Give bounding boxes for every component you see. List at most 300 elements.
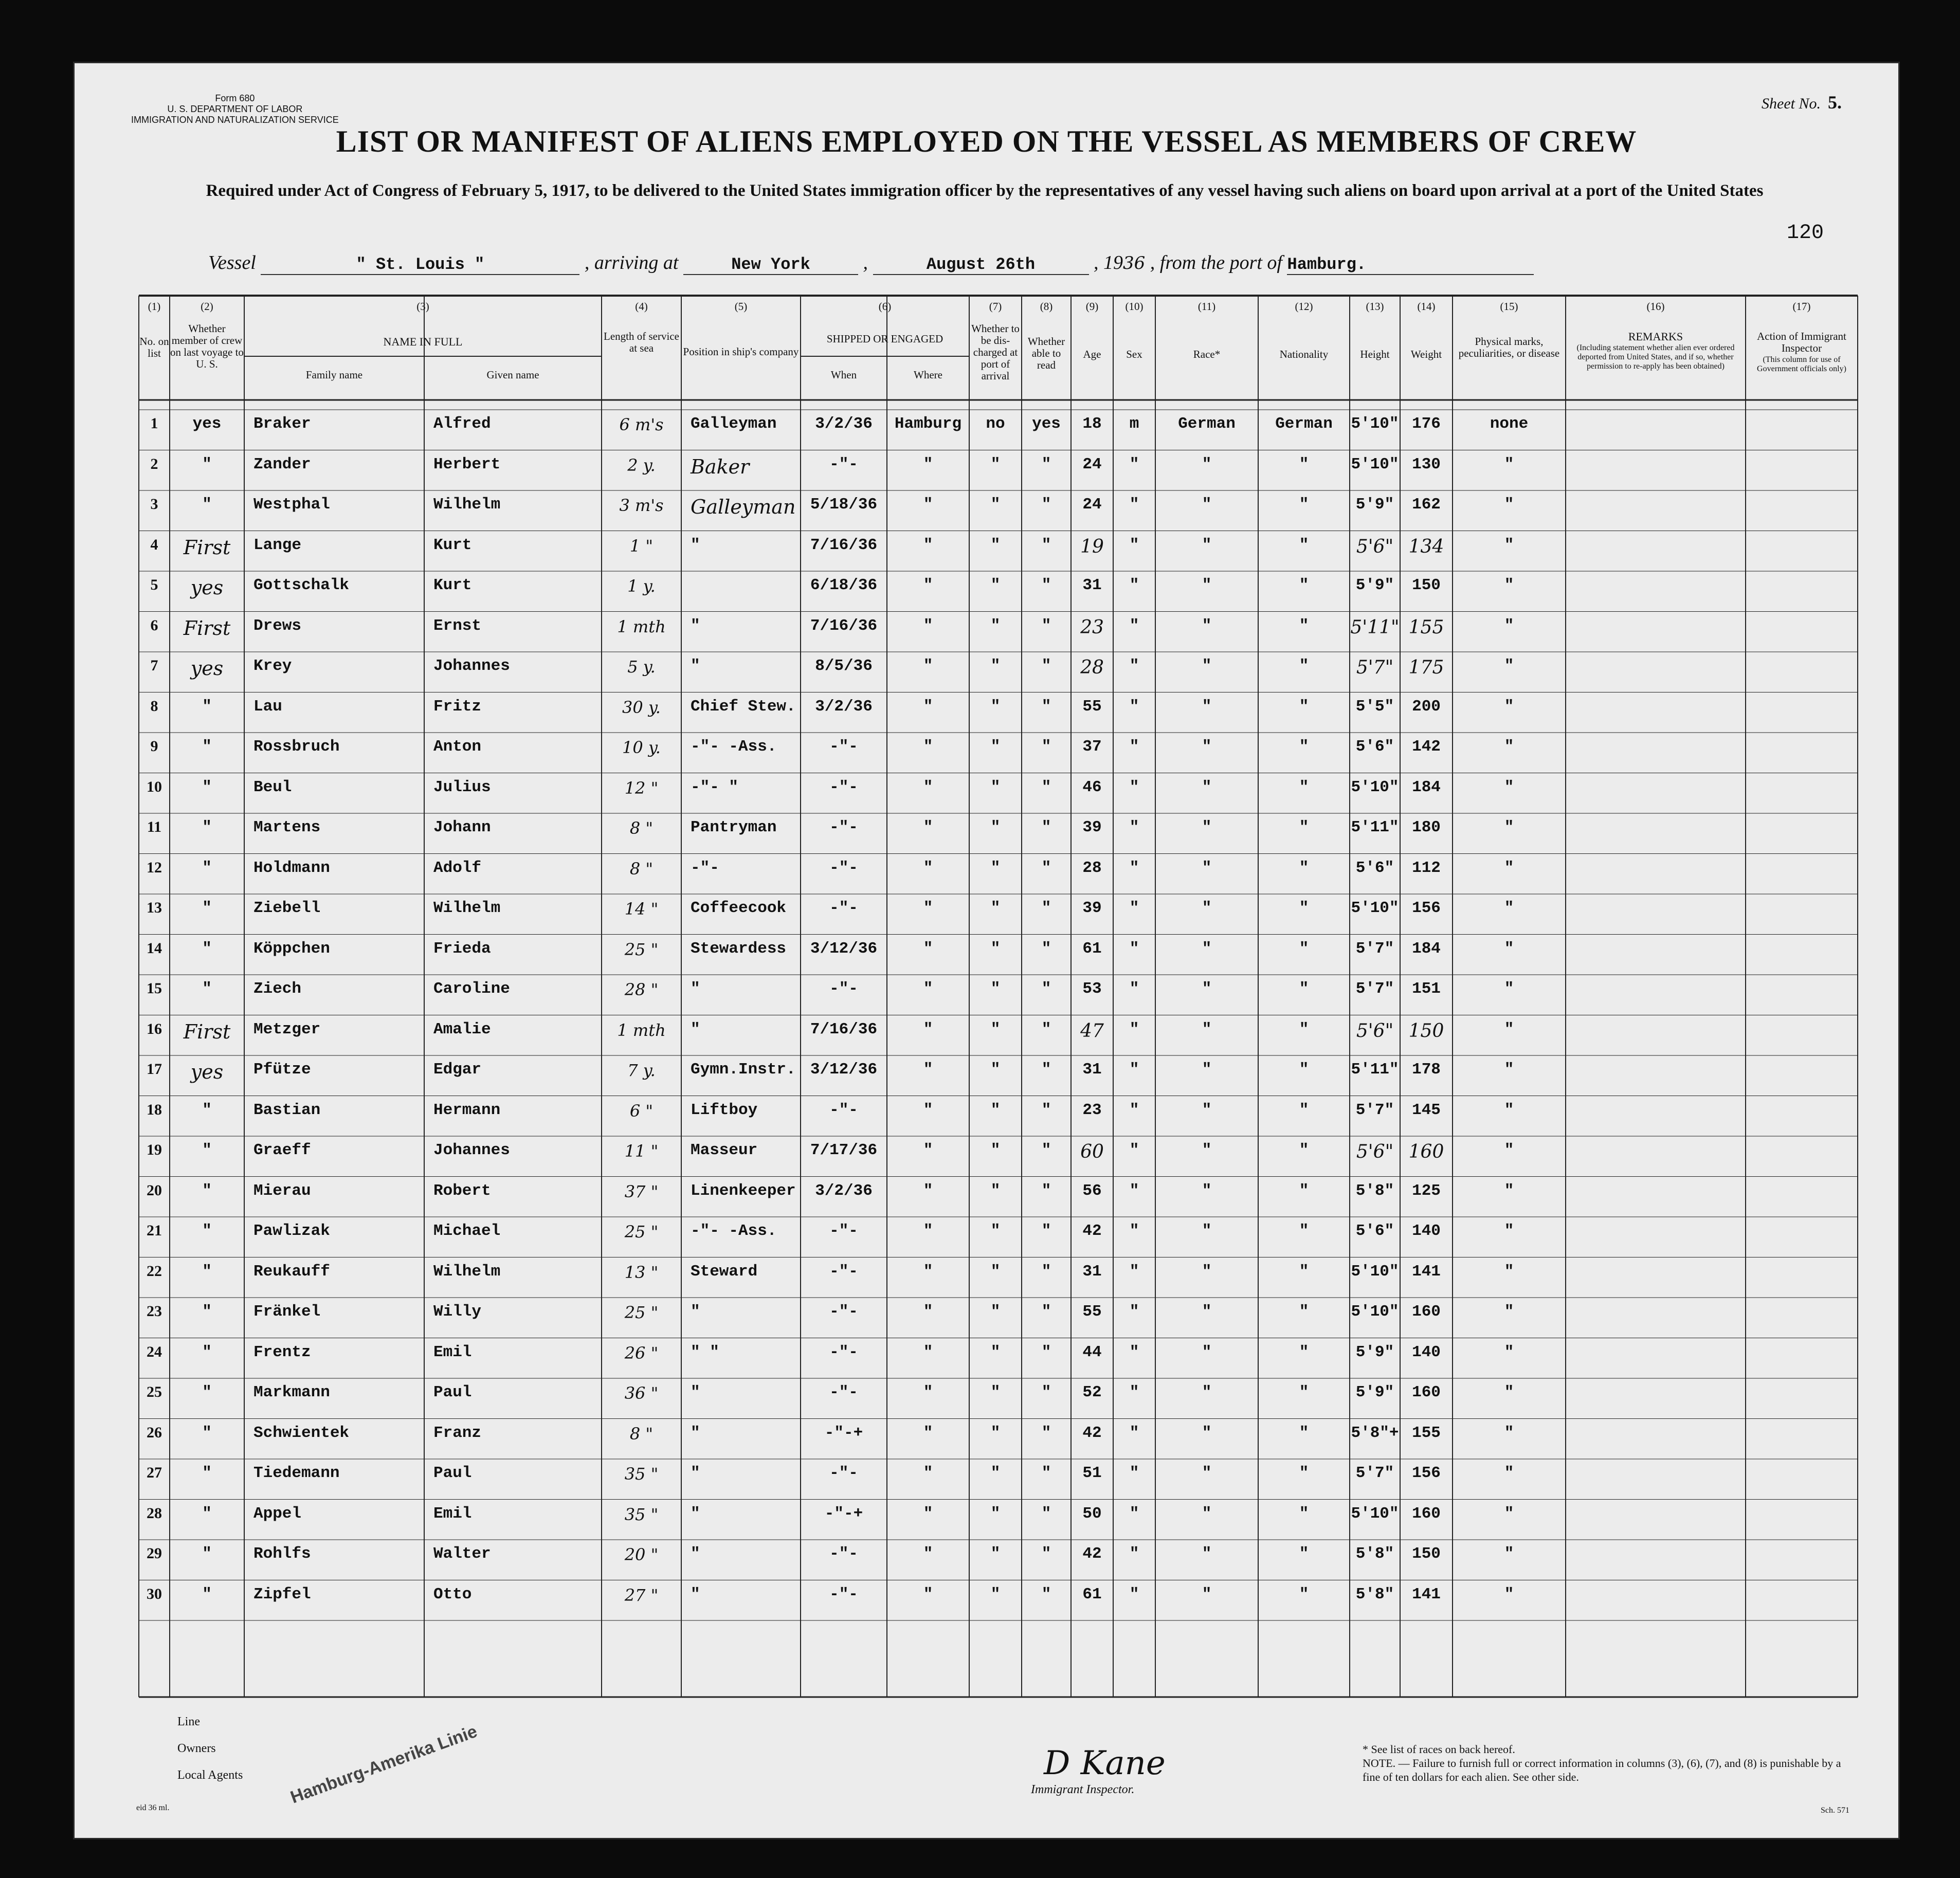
- header-when: When: [830, 369, 857, 381]
- cell-given: Caroline: [433, 980, 510, 998]
- inspector-signature: D Kane: [1044, 1744, 1166, 1782]
- cell-weight: 155: [1412, 1424, 1441, 1442]
- cell-member: ": [202, 778, 212, 796]
- column-number: (6): [878, 300, 892, 313]
- cell-when: -"-: [829, 1303, 858, 1321]
- cell-member: ": [202, 1424, 212, 1442]
- column-number: (13): [1366, 300, 1384, 313]
- cell-nat: ": [1299, 536, 1309, 554]
- cell-race: ": [1202, 1303, 1212, 1321]
- cell-given: Amalie: [433, 1020, 491, 1038]
- cell-given: Wilhelm: [433, 496, 501, 514]
- cell-no: 9: [150, 738, 158, 755]
- cell-where: ": [923, 1101, 933, 1119]
- cell-age: 44: [1082, 1343, 1102, 1361]
- cell-family: Reukauff: [253, 1262, 330, 1281]
- cell-family: Lange: [253, 536, 302, 554]
- cell-nat: ": [1299, 496, 1309, 514]
- cell-when: -"-: [829, 455, 858, 473]
- cell-length: 20 ": [624, 1545, 659, 1564]
- cell-phys: ": [1504, 616, 1514, 635]
- header-position: Position in ship's company: [683, 345, 799, 358]
- cell-length: 35 ": [624, 1504, 659, 1524]
- cell-disch: ": [990, 1181, 1001, 1200]
- cell-position: ": [691, 980, 700, 998]
- cell-no: 16: [147, 1020, 162, 1037]
- cell-read: ": [1041, 657, 1051, 675]
- cell-sex: ": [1129, 939, 1139, 958]
- cell-given: Edgar: [433, 1061, 482, 1079]
- column-number: (12): [1295, 300, 1313, 313]
- cell-phys: ": [1504, 1464, 1514, 1482]
- cell-race: ": [1202, 818, 1212, 836]
- cell-where: ": [923, 576, 933, 594]
- cell-where: ": [923, 1303, 933, 1321]
- cell-disch: ": [990, 1020, 1001, 1038]
- cell-member: ": [202, 1464, 212, 1482]
- column-number: (14): [1417, 300, 1436, 313]
- cell-where: ": [923, 1343, 933, 1361]
- column-number: (3): [416, 300, 429, 313]
- cell-nat: ": [1299, 859, 1309, 877]
- cell-no: 11: [147, 818, 162, 835]
- cell-no: 19: [147, 1141, 162, 1158]
- cell-height: 5'9": [1355, 1383, 1394, 1401]
- cell-where: ": [923, 536, 933, 554]
- cell-sex: ": [1129, 455, 1139, 473]
- cell-age: 55: [1082, 697, 1102, 716]
- cell-phys: ": [1504, 1383, 1514, 1401]
- header-age: Age: [1083, 348, 1101, 360]
- cell-read: ": [1041, 859, 1051, 877]
- header-height: Height: [1360, 348, 1390, 360]
- cell-race: ": [1202, 1141, 1212, 1159]
- cell-member: yes: [190, 576, 224, 599]
- cell-age: 51: [1082, 1464, 1102, 1482]
- cell-when: 7/16/36: [810, 1020, 878, 1038]
- cell-nat: ": [1299, 1181, 1309, 1200]
- cell-where: ": [923, 1020, 933, 1038]
- cell-position: Liftboy: [691, 1101, 758, 1119]
- cell-age: 23: [1082, 1101, 1102, 1119]
- cell-race: ": [1202, 899, 1212, 917]
- cell-given: Anton: [433, 738, 482, 756]
- cell-no: 29: [147, 1545, 162, 1562]
- cell-weight: 200: [1412, 697, 1441, 716]
- cell-weight: 134: [1408, 536, 1444, 557]
- cell-read: ": [1041, 1545, 1051, 1563]
- cell-disch: ": [990, 1061, 1001, 1079]
- cell-no: 10: [147, 778, 162, 795]
- cell-no: 27: [147, 1464, 162, 1481]
- cell-nat: ": [1299, 980, 1309, 998]
- cell-member: ": [202, 1303, 212, 1321]
- cell-when: 3/2/36: [815, 1181, 873, 1200]
- cell-position: ": [691, 657, 700, 675]
- cell-given: Alfred: [433, 415, 491, 433]
- cell-where: ": [923, 1222, 933, 1240]
- column-number: (2): [201, 300, 213, 313]
- cell-nat: ": [1299, 778, 1309, 796]
- cell-height: 5'9": [1355, 576, 1394, 594]
- cell-position: ": [691, 1545, 700, 1563]
- cell-where: ": [923, 1262, 933, 1281]
- cell-when: -"-: [829, 778, 858, 796]
- column-number: (5): [734, 300, 748, 313]
- cell-disch: ": [990, 738, 1001, 756]
- cell-sex: ": [1129, 1262, 1139, 1281]
- header-able-read: Whether able to read: [1027, 335, 1065, 371]
- cell-position: Masseur: [691, 1141, 758, 1159]
- cell-sex: ": [1129, 1101, 1139, 1119]
- cell-race: ": [1202, 1545, 1212, 1563]
- arriving-label: , arriving at: [584, 252, 679, 274]
- cell-phys: ": [1504, 1424, 1514, 1442]
- cell-read: ": [1041, 899, 1051, 917]
- cell-family: Zipfel: [253, 1585, 311, 1603]
- header-given-name: Given name: [486, 369, 539, 381]
- cell-sex: ": [1129, 818, 1139, 836]
- cell-family: Lau: [253, 697, 282, 716]
- cell-race: ": [1202, 576, 1212, 594]
- cell-length: 14 ": [624, 899, 659, 919]
- cell-read: ": [1041, 1464, 1051, 1482]
- cell-length: 5 y.: [627, 657, 656, 677]
- cell-height: 5'6": [1355, 859, 1394, 877]
- cell-phys: ": [1504, 980, 1514, 998]
- cell-height: 5'10": [1351, 415, 1399, 433]
- cell-given: Paul: [433, 1464, 472, 1482]
- cell-read: ": [1041, 1585, 1051, 1603]
- cell-read: ": [1041, 1504, 1051, 1523]
- cell-family: Holdmann: [253, 859, 330, 877]
- cell-position: Baker: [691, 455, 750, 478]
- cell-weight: 160: [1412, 1303, 1441, 1321]
- cell-read: ": [1041, 1424, 1051, 1442]
- cell-where: ": [923, 1383, 933, 1401]
- cell-when: -"-: [829, 1262, 858, 1281]
- cell-given: Julius: [433, 778, 491, 796]
- cell-age: 24: [1082, 455, 1102, 473]
- cell-where: ": [923, 496, 933, 514]
- cell-phys: ": [1504, 1181, 1514, 1200]
- cell-member: ": [202, 818, 212, 836]
- cell-length: 25 ": [624, 1222, 659, 1242]
- cell-sex: ": [1129, 496, 1139, 514]
- cell-age: 28: [1080, 657, 1104, 678]
- cell-read: ": [1041, 1343, 1051, 1361]
- cell-read: ": [1041, 778, 1051, 796]
- cell-age: 31: [1082, 1262, 1102, 1281]
- cell-height: 5'7": [1355, 980, 1394, 998]
- footer-notes: [1363, 1742, 1856, 1784]
- cell-nat: ": [1299, 657, 1309, 675]
- departure-port: Hamburg.: [1287, 255, 1534, 275]
- cell-phys: ": [1504, 657, 1514, 675]
- cell-height: 5'7": [1355, 1101, 1394, 1119]
- cell-weight: 160: [1408, 1141, 1444, 1162]
- cell-where: ": [923, 1504, 933, 1523]
- column-number: (8): [1040, 300, 1053, 313]
- line-label: Line: [177, 1715, 200, 1728]
- cell-disch: ": [990, 697, 1001, 716]
- cell-nat: ": [1299, 1504, 1309, 1523]
- cell-nat: German: [1275, 415, 1333, 433]
- cell-sex: ": [1129, 1585, 1139, 1603]
- cell-when: -"-: [829, 1545, 858, 1563]
- header-no-on-list: No. on list: [139, 335, 169, 359]
- cell-height: 5'7": [1355, 1464, 1394, 1482]
- cell-weight: 125: [1412, 1181, 1441, 1200]
- cell-given: Franz: [433, 1424, 482, 1442]
- cell-sex: ": [1129, 1424, 1139, 1442]
- cell-when: 7/17/36: [810, 1141, 878, 1159]
- cell-family: Ziech: [253, 980, 302, 998]
- cell-length: 2 y.: [627, 455, 656, 475]
- cell-when: -"-: [829, 899, 858, 917]
- cell-read: ": [1041, 939, 1051, 958]
- cell-position: Linenkeeper: [691, 1181, 796, 1200]
- cell-no: 22: [147, 1262, 162, 1280]
- cell-length: 27 ": [624, 1585, 659, 1605]
- cell-family: Westphal: [253, 496, 330, 514]
- cell-position: Stewardess: [691, 939, 787, 958]
- cell-disch: ": [990, 657, 1001, 675]
- year-suffix: 36: [1123, 253, 1146, 274]
- cell-given: Wilhelm: [433, 899, 501, 917]
- header-crew-member: Whether member of crew on last voyage to U. S.: [170, 322, 244, 370]
- cell-read: ": [1041, 1101, 1051, 1119]
- cell-read: ": [1041, 455, 1051, 473]
- cell-phys: ": [1504, 1222, 1514, 1240]
- cell-nat: ": [1299, 1383, 1309, 1401]
- cell-disch: ": [990, 899, 1001, 917]
- vessel-line: Vessel " St. Louis " , arriving at New York , August 26th , 1936 , from the port of Hamburg.: [208, 251, 1534, 275]
- cell-weight: 156: [1412, 899, 1441, 917]
- cell-sex: ": [1129, 980, 1139, 998]
- cell-disch: ": [990, 1343, 1001, 1361]
- cell-height: 5'10": [1351, 1262, 1399, 1281]
- year-prefix: , 19: [1094, 252, 1123, 274]
- service-name: IMMIGRATION AND NATURALIZATION SERVICE: [131, 115, 339, 125]
- cell-given: Emil: [433, 1504, 472, 1523]
- cell-position: ": [691, 616, 700, 635]
- cell-race: German: [1178, 415, 1236, 433]
- cell-race: ": [1202, 1181, 1212, 1200]
- cell-sex: m: [1129, 415, 1139, 433]
- cell-nat: ": [1299, 1303, 1309, 1321]
- cell-when: -"-: [829, 859, 858, 877]
- cell-length: 6 ": [629, 1101, 654, 1121]
- cell-no: 7: [150, 657, 158, 674]
- cell-where: ": [923, 859, 933, 877]
- cell-phys: ": [1504, 859, 1514, 877]
- cell-member: ": [202, 899, 212, 917]
- cell-member: ": [202, 1585, 212, 1603]
- cell-no: 12: [147, 859, 162, 876]
- cell-race: ": [1202, 1424, 1212, 1442]
- cell-race: ": [1202, 1061, 1212, 1079]
- cell-no: 5: [150, 576, 158, 593]
- cell-phys: ": [1504, 1101, 1514, 1119]
- cell-weight: 160: [1412, 1383, 1441, 1401]
- cell-member: yes: [192, 415, 222, 433]
- vessel-label: Vessel: [208, 252, 256, 274]
- cell-height: 5'6": [1356, 536, 1394, 557]
- cell-given: Emil: [433, 1343, 472, 1361]
- cell-disch: ": [990, 536, 1001, 554]
- cell-disch: ": [990, 1303, 1001, 1321]
- cell-disch: ": [990, 1504, 1001, 1523]
- cell-when: -"-+: [824, 1424, 863, 1442]
- column-number: (4): [635, 300, 648, 313]
- cell-position: Galleyman: [691, 415, 777, 433]
- cell-when: 7/16/36: [810, 616, 878, 635]
- inspector-label: Immigrant Inspector.: [1031, 1783, 1135, 1796]
- cell-given: Kurt: [433, 536, 472, 554]
- cell-nat: ": [1299, 1020, 1309, 1038]
- cell-disch: ": [990, 496, 1001, 514]
- cell-nat: ": [1299, 1585, 1309, 1603]
- cell-given: Kurt: [433, 576, 472, 594]
- cell-sex: ": [1129, 1303, 1139, 1321]
- cell-sex: ": [1129, 738, 1139, 756]
- cell-race: ": [1202, 1504, 1212, 1523]
- cell-nat: ": [1299, 1061, 1309, 1079]
- cell-race: ": [1202, 1585, 1212, 1603]
- cell-member: ": [202, 455, 212, 473]
- cell-when: 7/16/36: [810, 536, 878, 554]
- cell-height: 5'8": [1355, 1585, 1394, 1603]
- cell-given: Herbert: [433, 455, 501, 473]
- cell-member: ": [202, 697, 212, 716]
- races-note: * See list of races on back hereof.: [1363, 1743, 1515, 1756]
- cell-when: 3/2/36: [815, 415, 873, 433]
- cell-weight: 156: [1412, 1464, 1441, 1482]
- cell-position: ": [691, 1464, 700, 1482]
- cell-position: Coffeecook: [691, 899, 787, 917]
- cell-where: ": [923, 1424, 933, 1442]
- cell-race: ": [1202, 778, 1212, 796]
- cell-no: 1: [150, 415, 158, 432]
- cell-sex: ": [1129, 697, 1139, 716]
- cell-family: Frentz: [253, 1343, 311, 1361]
- cell-sex: ": [1129, 1181, 1139, 1200]
- cell-height: 5'11": [1350, 616, 1400, 638]
- cell-height: 5'9": [1355, 496, 1394, 514]
- cell-length: 12 ": [624, 778, 659, 798]
- sheet-value: 5.: [1828, 92, 1842, 113]
- cell-read: ": [1041, 697, 1051, 716]
- cell-given: Ernst: [433, 616, 482, 635]
- cell-length: 10 y.: [622, 738, 661, 757]
- cell-weight: 176: [1412, 415, 1441, 433]
- cell-race: ": [1202, 697, 1212, 716]
- cell-age: 42: [1082, 1424, 1102, 1442]
- cell-position: ": [691, 1504, 700, 1523]
- cell-sex: ": [1129, 1545, 1139, 1563]
- cell-nat: ": [1299, 899, 1309, 917]
- cell-family: Martens: [253, 818, 321, 836]
- print-code: eid 36 ml.: [136, 1803, 170, 1812]
- vessel-name: " St. Louis ": [261, 255, 579, 275]
- cell-member: ": [202, 1343, 212, 1361]
- cell-no: 21: [147, 1222, 162, 1239]
- cell-length: 6 m's: [619, 415, 664, 434]
- cell-disch: ": [990, 1585, 1001, 1603]
- cell-family: Ziebell: [253, 899, 321, 917]
- cell-when: 8/5/36: [815, 657, 873, 675]
- schedule-number: Sch. 571: [1821, 1806, 1849, 1815]
- cell-family: Appel: [253, 1504, 302, 1523]
- cell-length: 1 mth: [617, 1020, 666, 1040]
- cell-position: ": [691, 1303, 700, 1321]
- cell-when: -"-: [829, 980, 858, 998]
- cell-given: Paul: [433, 1383, 472, 1401]
- cell-phys: ": [1504, 576, 1514, 594]
- cell-member: First: [183, 616, 231, 640]
- cell-weight: 141: [1412, 1262, 1441, 1281]
- cell-given: Michael: [433, 1222, 501, 1240]
- cell-race: ": [1202, 536, 1212, 554]
- cell-nat: ": [1299, 818, 1309, 836]
- cell-when: 3/2/36: [815, 697, 873, 716]
- cell-weight: 112: [1412, 859, 1441, 877]
- cell-where: Hamburg: [894, 415, 962, 433]
- cell-age: 47: [1080, 1020, 1104, 1042]
- cell-height: 5'7": [1355, 939, 1394, 958]
- cell-read: ": [1041, 536, 1051, 554]
- cell-age: 19: [1080, 536, 1104, 557]
- cell-length: 8 ": [629, 1424, 654, 1444]
- cell-when: -"-: [829, 1343, 858, 1361]
- cell-family: Pawlizak: [253, 1222, 330, 1240]
- header-action: Action of Immigrant Inspector: [1757, 330, 1846, 354]
- cell-age: 28: [1082, 859, 1102, 877]
- cell-length: 28 ": [624, 980, 659, 999]
- cell-nat: ": [1299, 697, 1309, 716]
- cell-age: 53: [1082, 980, 1102, 998]
- column-number: (7): [989, 300, 1002, 313]
- cell-no: 4: [150, 536, 158, 553]
- cell-phys: ": [1504, 1303, 1514, 1321]
- cell-nat: ": [1299, 576, 1309, 594]
- cell-age: 31: [1082, 576, 1102, 594]
- cell-member: First: [183, 1020, 231, 1043]
- cell-phys: ": [1504, 1020, 1514, 1038]
- cell-age: 50: [1082, 1504, 1102, 1523]
- cell-weight: 145: [1412, 1101, 1441, 1119]
- cell-weight: 175: [1408, 657, 1444, 678]
- cell-sex: ": [1129, 1343, 1139, 1361]
- cell-nat: ": [1299, 616, 1309, 635]
- cell-length: 30 y.: [622, 697, 661, 717]
- cell-phys: ": [1504, 1545, 1514, 1563]
- cell-weight: 155: [1408, 616, 1444, 638]
- cell-race: ": [1202, 1464, 1212, 1482]
- cell-read: ": [1041, 1181, 1051, 1200]
- cell-age: 31: [1082, 1061, 1102, 1079]
- cell-when: -"-: [829, 818, 858, 836]
- cell-no: 20: [147, 1181, 162, 1199]
- cell-sex: ": [1129, 1222, 1139, 1240]
- cell-position: Gymn.Instr.: [691, 1061, 796, 1079]
- cell-where: ": [923, 778, 933, 796]
- cell-read: ": [1041, 576, 1051, 594]
- cell-member: ": [202, 1262, 212, 1281]
- cell-height: 5'8": [1355, 1545, 1394, 1563]
- cell-sex: ": [1129, 536, 1139, 554]
